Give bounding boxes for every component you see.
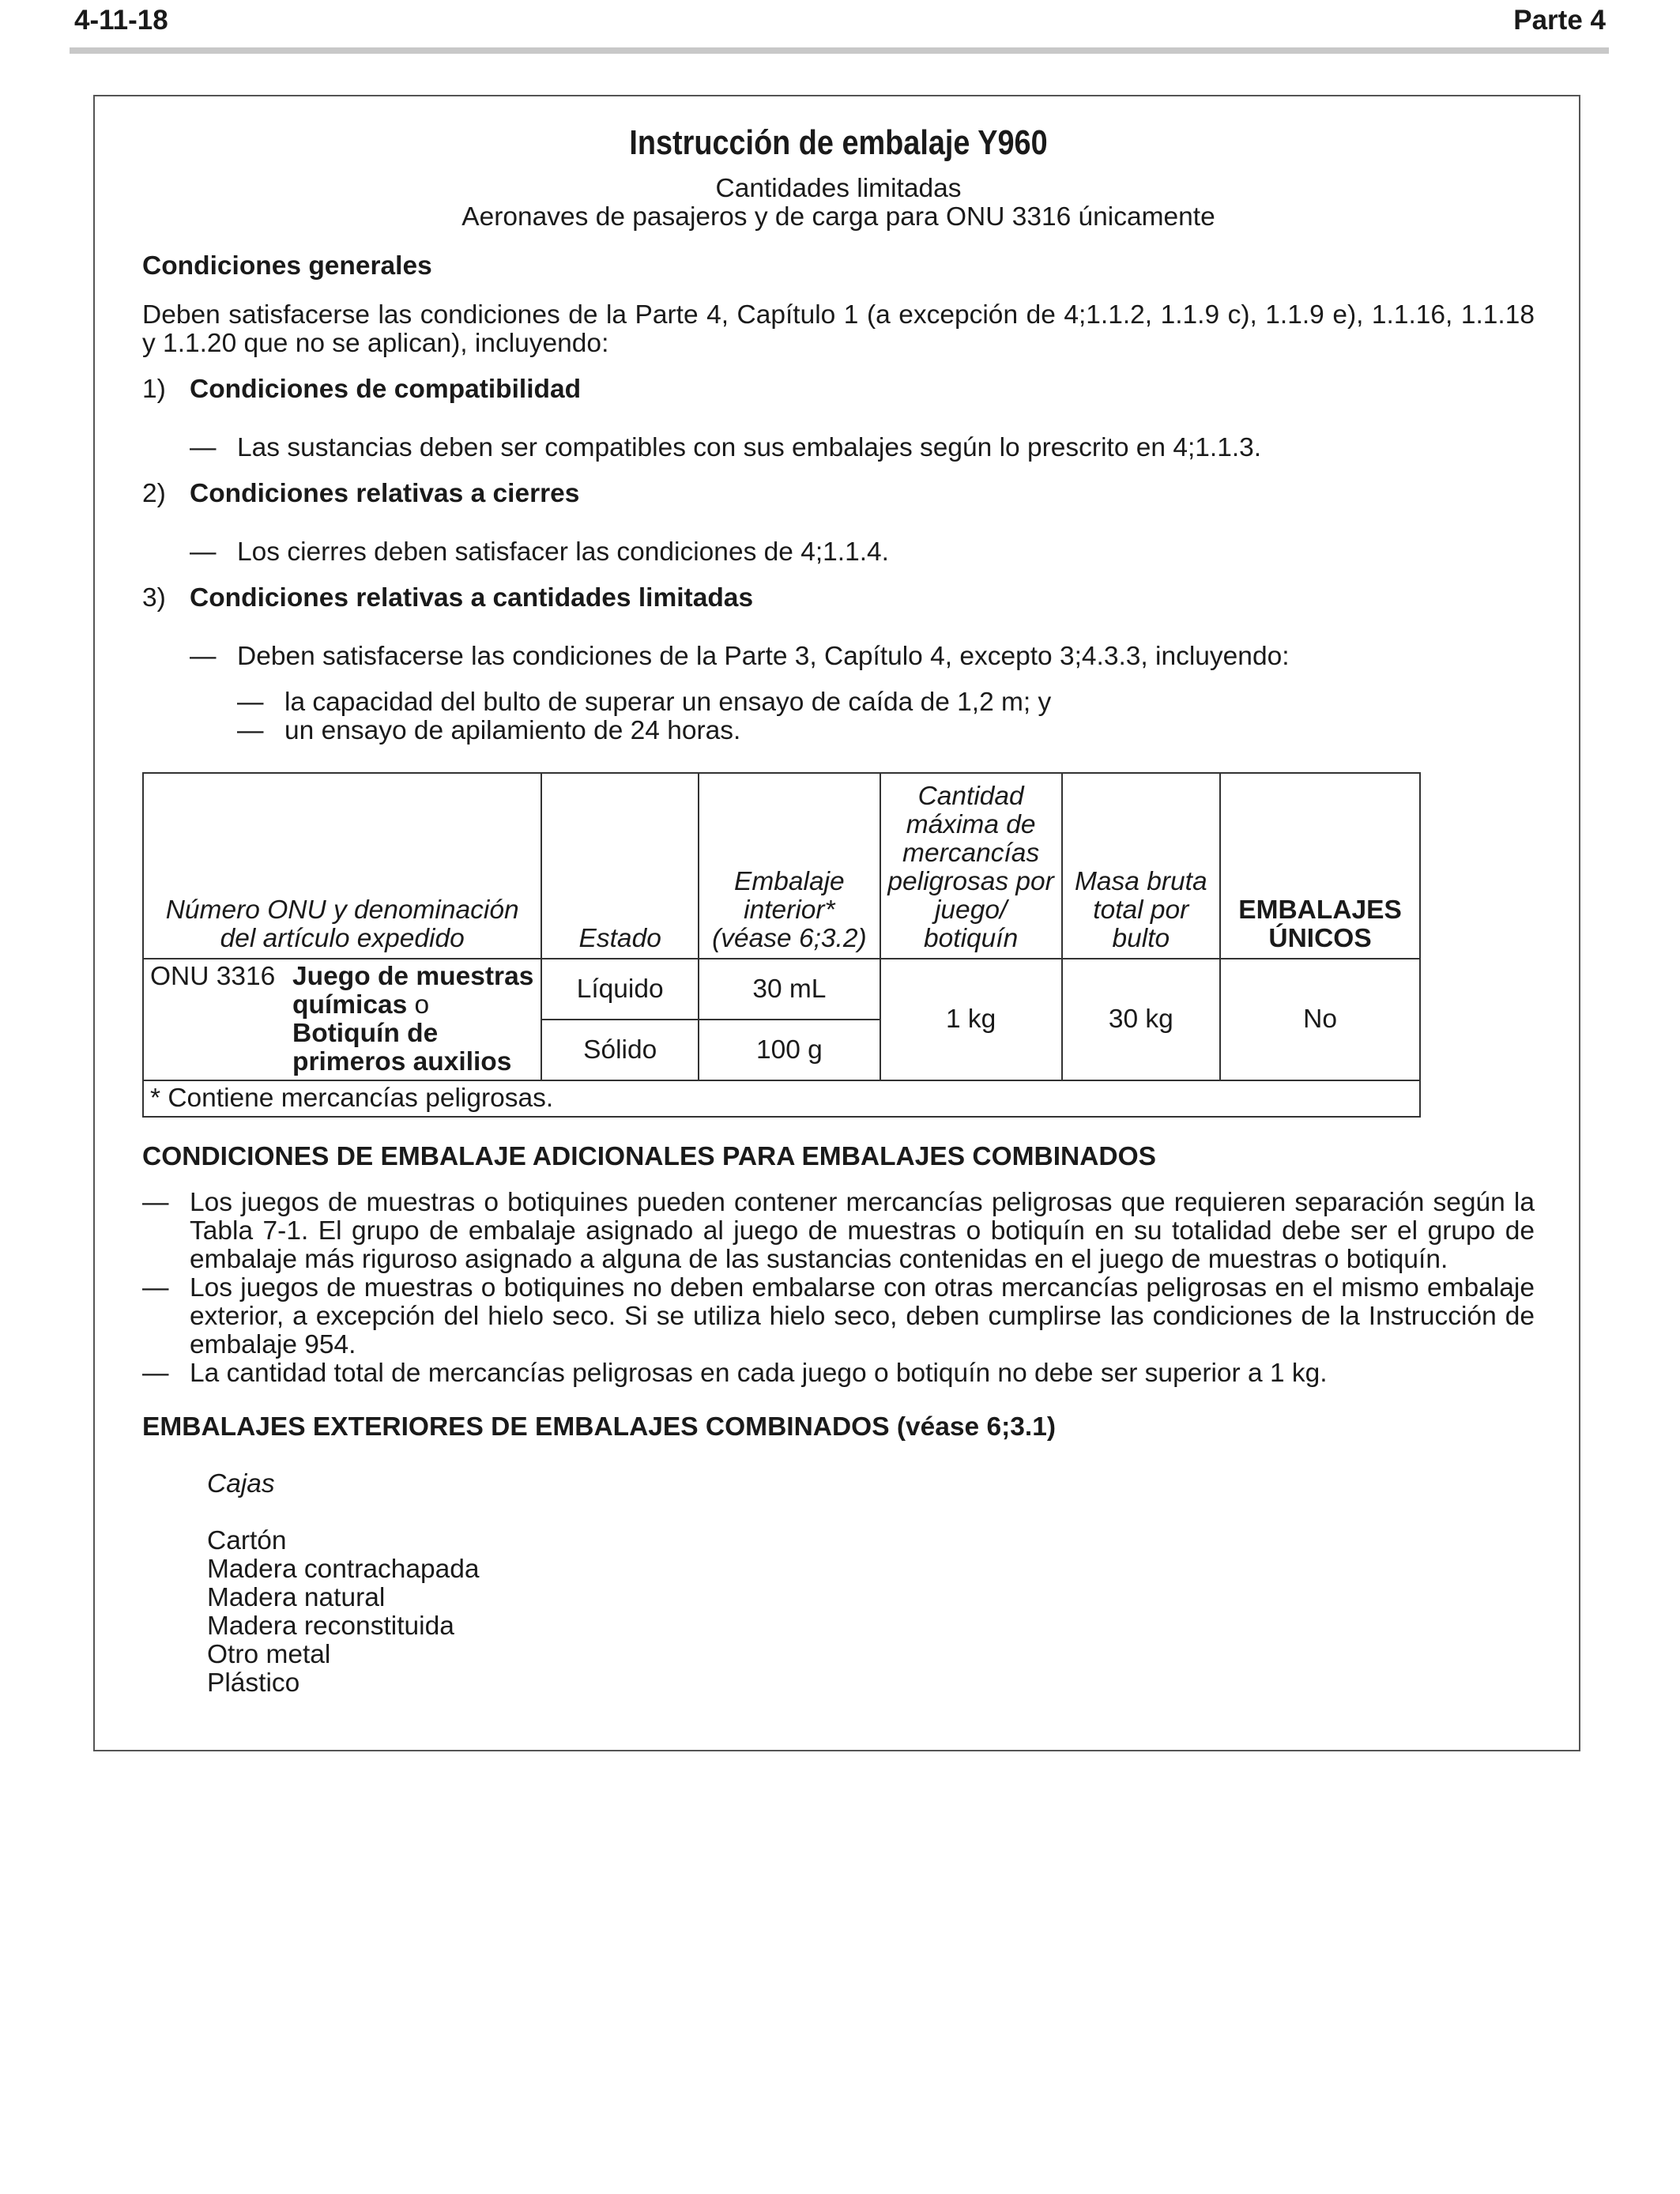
condition-detail (142, 643, 1535, 671)
dash-bullet: — (142, 1359, 169, 1388)
page-part: Parte 4 (1513, 5, 1606, 36)
cell-single-packagings: No (1220, 959, 1420, 1080)
additional-conditions-list (142, 1189, 1535, 1388)
condition-number: 3) (142, 583, 166, 613)
list-item: Plástico (207, 1668, 300, 1698)
condition-number: 1) (142, 375, 166, 404)
condition-heading: Condiciones relativas a cierres (190, 479, 580, 508)
table-footnote: * Contiene mercancías peligrosas. (143, 1080, 1420, 1117)
instruction-title: Instrucción de embalaje Y960 (629, 123, 1048, 162)
header-state: Estado (541, 773, 699, 959)
page-header (74, 5, 1606, 43)
outer-packagings (142, 1470, 1535, 1698)
header-gross-mass: Masa bruta total por bulto (1062, 773, 1221, 959)
packaging-category: Cajas (207, 1469, 275, 1498)
packing-table (142, 772, 1421, 1118)
instruction-content (142, 123, 1535, 1698)
condition-text: Deben satisfacerse las condiciones de la Parte 3, Capítulo 4, excepto 3;4.3.3, incluyendo: (237, 642, 1290, 671)
list-item (142, 1274, 1535, 1359)
additional-conditions-heading: CONDICIONES DE EMBALAJE ADICIONALES PARA EMBALAJES COMBINADOS (142, 1142, 1157, 1171)
additional-condition-text: Los juegos de muestras o botiquines no deben embalarse con otras mercancías peligrosas en el mismo embalaje exterior, a excepción del hielo seco. Si se utiliza hielo seco, deben cumplirse las condiciones de la Instrucción de embalaje 954. (190, 1273, 1535, 1359)
cell-solid-inner: 100 g (699, 1020, 880, 1080)
general-conditions-heading: Condiciones generales (142, 251, 432, 281)
material-list (207, 1527, 1535, 1698)
un-number: ONU 3316 (150, 962, 276, 991)
condition-item (142, 375, 1535, 404)
cell-liquid-inner: 30 mL (699, 959, 880, 1020)
table-header-row (143, 773, 1420, 959)
additional-condition-text: Los juegos de muestras o botiquines pueden contener mercancías peligrosas que requieren separación según la Tabla 7-1. El grupo de embalaje asignado al juego de muestras o botiquín en su totalidad debe ser el grupo de embalaje más riguroso asignado a alguna de las sustancias contenidas en el juego de muestras o botiquín. (190, 1188, 1535, 1274)
cell-solid-state: Sólido (541, 1020, 699, 1080)
proper-shipping-name: Juego de muestras químicas o Botiquín de primeros auxilios (292, 962, 534, 1076)
header-rule (70, 47, 1609, 54)
list-item: Cartón (207, 1526, 287, 1555)
instruction-scope: Aeronaves de pasajeros y de carga para ONU 3316 únicamente (461, 202, 1215, 232)
dash-bullet: — (190, 433, 217, 462)
general-conditions-intro: Deben satisfacerse las condiciones de la Parte 4, Capítulo 1 (a excepción de 4;1.1.2, 1.1.9 c), 1.1.9 e), 1.1.16, 1.1.18 y 1.1.20 que no se aplican), incluyendo: (142, 300, 1535, 358)
header-un-name: Número ONU y denominación del artículo expedido (143, 773, 541, 959)
header-single-packagings: EMBALAJES ÚNICOS (1220, 773, 1420, 959)
table-footnote-row (143, 1080, 1420, 1117)
instruction-subtitle: Cantidades limitadas (715, 174, 962, 203)
sub-condition-text: un ensayo de apilamiento de 24 horas. (284, 716, 741, 745)
list-item: Otro metal (207, 1640, 331, 1669)
condition-item (142, 480, 1535, 508)
cell-liquid-state: Líquido (541, 959, 699, 1020)
condition-detail (142, 538, 1535, 567)
page-date: 4-11-18 (74, 5, 168, 36)
list-item: Madera contrachapada (207, 1555, 480, 1584)
outer-packagings-heading: EMBALAJES EXTERIORES DE EMBALAJES COMBINADOS (véase 6;3.1) (142, 1412, 1056, 1442)
condition-item (142, 584, 1535, 613)
cell-gross-mass: 30 kg (1062, 959, 1221, 1080)
header-max-quantity: Cantidad máxima de mercancías peligrosas por juego/ botiquín (880, 773, 1062, 959)
dash-bullet: — (190, 642, 217, 671)
condition-text: Los cierres deben satisfacer las condiciones de 4;1.1.4. (237, 537, 889, 567)
dash-bullet: — (190, 537, 217, 567)
list-item: Madera reconstituida (207, 1612, 454, 1641)
sub-condition (142, 717, 1535, 745)
list-item: Madera natural (207, 1583, 386, 1612)
condition-text: Las sustancias deben ser compatibles con sus embalajes según lo prescrito en 4;1.1.3. (237, 433, 1262, 462)
dash-bullet: — (237, 688, 264, 717)
dash-bullet: — (142, 1273, 169, 1302)
additional-condition-text: La cantidad total de mercancías peligrosas en cada juego o botiquín no debe ser superior a 1 kg. (190, 1359, 1328, 1388)
list-item (142, 1359, 1535, 1388)
cell-un-name (143, 959, 541, 1080)
cell-max-quantity: 1 kg (880, 959, 1062, 1080)
table-row (143, 959, 1420, 1020)
header-inner-packaging: Embalaje interior* (véase 6;3.2) (699, 773, 880, 959)
sub-condition (142, 688, 1535, 717)
condition-heading: Condiciones de compatibilidad (190, 375, 582, 404)
list-item (142, 1189, 1535, 1274)
condition-detail (142, 434, 1535, 462)
sub-condition-text: la capacidad del bulto de superar un ensayo de caída de 1,2 m; y (284, 688, 1052, 717)
dash-bullet: — (142, 1188, 169, 1217)
condition-heading: Condiciones relativas a cantidades limitadas (190, 583, 754, 613)
dash-bullet: — (237, 716, 264, 745)
condition-number: 2) (142, 479, 166, 508)
